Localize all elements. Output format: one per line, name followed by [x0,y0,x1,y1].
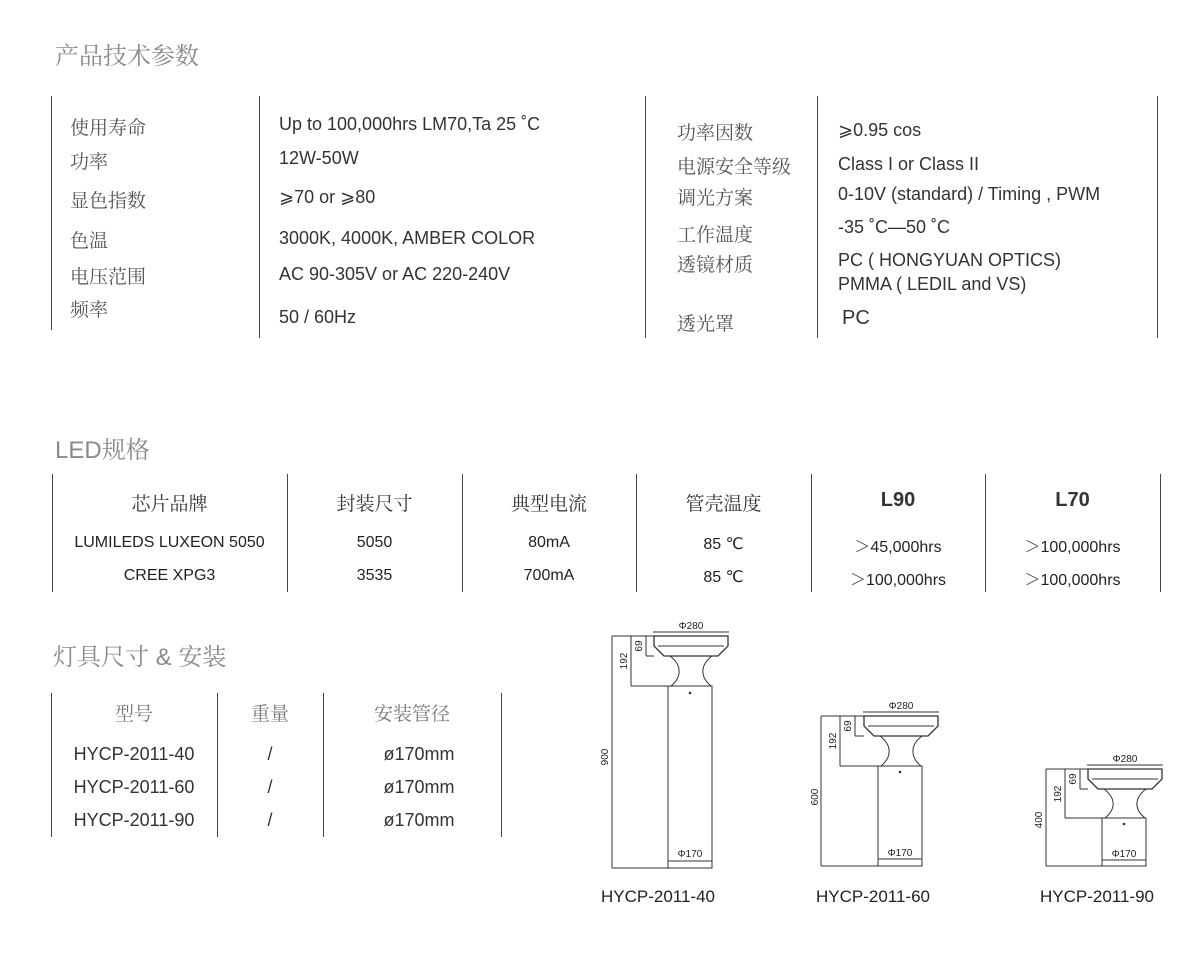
drawing-caption-2: HYCP-2011-60 [815,887,931,906]
fixture-row2-weight: / [267,777,273,797]
led-row2-l70: ＞100,000hrs [1024,572,1121,589]
led-row1-current: 80mA [528,534,570,551]
d1-height: 900 [600,748,611,766]
d1-cap: 69 [634,640,645,652]
spec-value-cri: ⩾70 or ⩾80 [279,187,376,207]
d2-height: 600 [810,788,821,806]
drawing-hycp-2011-90 [1046,765,1163,866]
d2-cap: 69 [843,720,854,732]
spec-label-frequency: 频率 [70,300,109,321]
spec-label-lens-material: 透镜材质 [677,255,754,276]
fixture-row3-weight: / [267,810,273,830]
led-row2-case-temp: 85 ℃ [703,569,744,586]
d2-base-dia: Φ170 [887,848,913,859]
led-header-l90: L90 [880,489,916,511]
spec-label-diffuser: 透光罩 [677,314,735,335]
spec-value-power: 12W-50W [279,148,359,168]
led-row2-chip: CREE XPG3 [123,567,216,584]
d1-top-dia: Φ280 [678,621,704,632]
led-header-case-temp: 管壳温度 [685,494,762,515]
spec-label-power-factor: 功率因数 [677,123,754,144]
spec-section-title: 产品技术参数 [55,43,199,70]
d1-base-dia: Φ170 [677,849,703,860]
fixture-row2-pipe-dia: ø170mm [383,777,455,797]
drawing-caption-3: HYCP-2011-90 [1039,887,1155,906]
d1-head: 192 [619,652,630,670]
fixture-header-weight: 重量 [250,704,289,725]
spec-value-safety-class: Class I or Class II [838,154,980,174]
led-row1-chip: LUMILEDS LUXEON 5050 [74,534,265,551]
spec-value-lifetime: Up to 100,000hrs LM70,Ta 25 ˚C [279,114,541,134]
led-header-package: 封装尺寸 [336,494,413,515]
spec-value-dimming: 0-10V (standard) / Timing , PWM [838,184,1101,204]
led-row1-l70: ＞100,000hrs [1024,539,1121,556]
led-row2-current: 700mA [523,567,575,584]
d2-top-dia: Φ280 [888,701,914,712]
spec-label-cct: 色温 [70,231,109,252]
led-header-chip-brand: 芯片品牌 [131,494,208,515]
spec-label-voltage: 电压范围 [70,267,147,288]
spec-value-frequency: 50 / 60Hz [279,307,357,327]
fixture-section-title: 灯具尺寸 & 安装 [53,644,227,671]
led-row2-l90: ＞100,000hrs [849,572,947,589]
spec-value-voltage: AC 90-305V or AC 220-240V [279,264,511,284]
spec-label-operating-temp: 工作温度 [677,225,754,246]
d3-head: 192 [1053,785,1064,803]
fixture-row1-model: HYCP-2011-40 [73,744,195,764]
fixture-row3-pipe-dia: ø170mm [383,810,455,830]
d3-base-dia: Φ170 [1111,849,1137,860]
led-header-l70: L70 [1055,489,1090,511]
led-row1-package: 5050 [356,534,393,551]
spec-value-operating-temp: -35 ˚C—50 ˚C [838,217,951,237]
d3-cap: 69 [1068,773,1079,785]
fixture-row1-pipe-dia: ø170mm [383,744,455,764]
spec-label-safety-class: 电源安全等级 [677,157,792,178]
spec-value-power-factor: ⩾0.95 cos [838,120,922,140]
spec-label-dimming: 调光方案 [677,188,754,209]
led-row1-case-temp: 85 ℃ [703,536,744,553]
led-row1-l90: ＞45,000hrs [854,539,942,556]
d3-top-dia: Φ280 [1112,754,1138,765]
led-row2-package: 3535 [356,567,393,584]
drawing-caption-1: HYCP-2011-40 [600,887,716,906]
spec-label-cri: 显色指数 [70,191,147,212]
spec-value-diffuser: PC [842,307,870,329]
fixture-header-model: 型号 [114,704,153,725]
d2-head: 192 [828,732,839,750]
spec-label-power: 功率 [70,152,109,173]
spec-value-cct: 3000K, 4000K, AMBER COLOR [279,228,536,248]
d3-height: 400 [1034,811,1045,829]
led-section-title: LED规格 [55,437,150,464]
spec-value-lens-material: PC ( HONGYUAN OPTICS) [838,250,1062,270]
fixture-row1-weight: / [267,744,273,764]
fixture-row2-model: HYCP-2011-60 [73,777,195,797]
spec-label-lifetime: 使用寿命 [70,118,147,139]
spec-value-lens-material-2: PMMA ( LEDIL and VS) [838,274,1027,294]
led-header-current: 典型电流 [510,494,587,515]
fixture-header-pipe-dia: 安装管径 [373,704,450,725]
fixture-row3-model: HYCP-2011-90 [73,810,195,830]
